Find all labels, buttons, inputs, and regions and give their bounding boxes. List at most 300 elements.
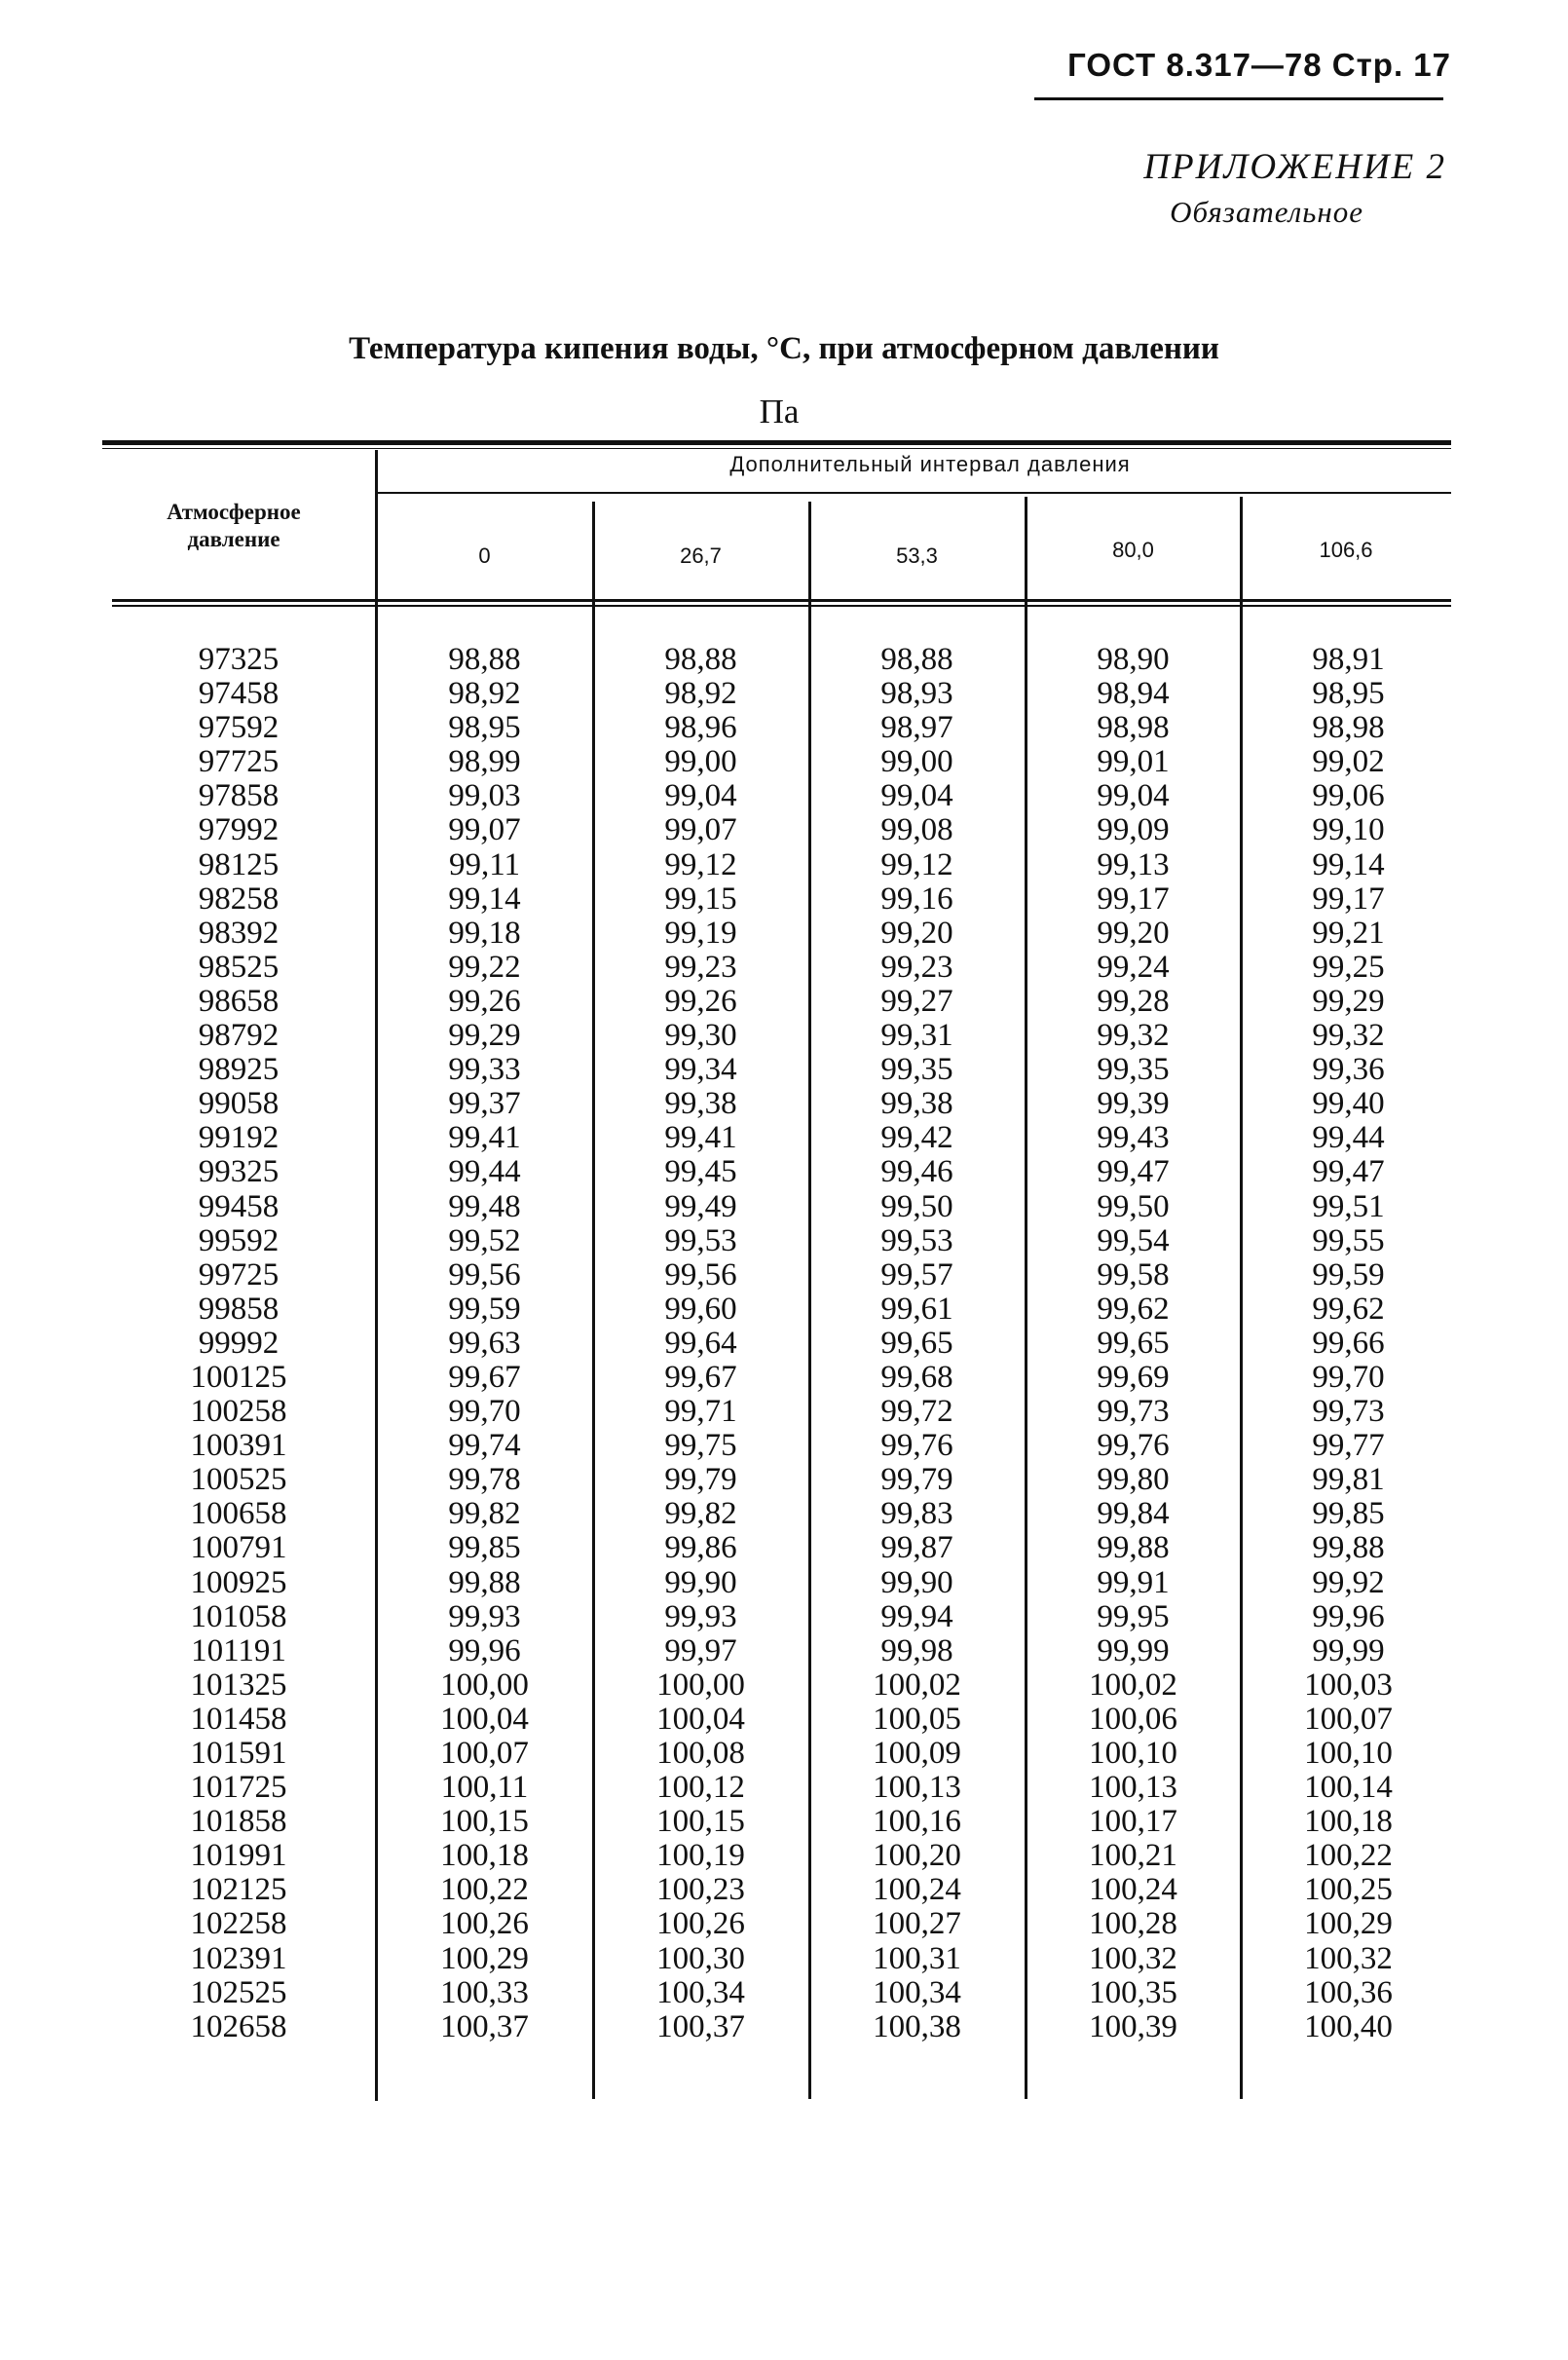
- temperature-cell: 100,22: [440, 1872, 529, 1908]
- temperature-cell: 99,26: [448, 983, 521, 1019]
- pressure-cell: 97992: [198, 812, 280, 848]
- pressure-cell: 101191: [191, 1632, 286, 1668]
- table-row: [0, 1976, 1568, 2010]
- pressure-cell: 102258: [190, 1906, 287, 1942]
- temperature-cell: 98,90: [1097, 642, 1170, 677]
- temperature-cell: 99,51: [1312, 1188, 1385, 1224]
- temperature-cell: 99,12: [664, 846, 737, 882]
- temperature-cell: 99,63: [448, 1325, 521, 1361]
- temperature-cell: 100,21: [1089, 1838, 1177, 1874]
- temperature-cell: 99,57: [880, 1256, 953, 1292]
- temperature-cell: 99,50: [1097, 1188, 1170, 1224]
- pressure-cell: 97858: [198, 778, 280, 814]
- temperature-cell: 99,21: [1312, 915, 1385, 951]
- pressure-cell: 99458: [198, 1188, 280, 1224]
- temperature-cell: 99,41: [664, 1120, 737, 1156]
- temperature-cell: 99,69: [1097, 1359, 1170, 1395]
- pressure-cell: 99592: [198, 1222, 280, 1258]
- table-row: [0, 2010, 1568, 2044]
- temperature-cell: 99,47: [1097, 1154, 1170, 1190]
- temperature-cell: 98,93: [880, 676, 953, 712]
- pressure-cell: 98525: [198, 949, 280, 985]
- temperature-cell: 99,62: [1097, 1291, 1170, 1327]
- temperature-cell: 99,93: [448, 1598, 521, 1634]
- table-row: [0, 1121, 1568, 1155]
- temperature-cell: 99,54: [1097, 1222, 1170, 1258]
- pressure-cell: 101991: [190, 1838, 287, 1874]
- temperature-cell: 99,55: [1312, 1222, 1385, 1258]
- temperature-cell: 99,68: [880, 1359, 953, 1395]
- temperature-cell: 100,24: [1089, 1872, 1177, 1908]
- temperature-cell: 99,90: [664, 1564, 737, 1600]
- temperature-cell: 100,28: [1089, 1906, 1177, 1942]
- temperature-cell: 100,26: [440, 1906, 529, 1942]
- table-row: [0, 711, 1568, 745]
- column-header: 106,6: [1319, 538, 1373, 562]
- temperature-cell: 99,76: [880, 1428, 953, 1464]
- temperature-cell: 100,13: [1089, 1770, 1177, 1806]
- temperature-cell: 100,08: [656, 1736, 745, 1771]
- temperature-cell: 99,08: [880, 812, 953, 848]
- temperature-cell: 99,07: [448, 812, 521, 848]
- temperature-cell: 98,99: [448, 744, 521, 780]
- table-row: [0, 1463, 1568, 1497]
- table-row: [0, 1327, 1568, 1361]
- temperature-cell: 100,29: [1304, 1906, 1393, 1942]
- column-header: 0: [478, 543, 491, 568]
- temperature-cell: 99,71: [664, 1394, 737, 1430]
- temperature-cell: 99,47: [1312, 1154, 1385, 1190]
- temperature-cell: 99,36: [1312, 1052, 1385, 1088]
- temperature-cell: 99,12: [880, 846, 953, 882]
- table-row: [0, 1019, 1568, 1053]
- temperature-cell: 99,09: [1097, 812, 1170, 848]
- table-row: [0, 1737, 1568, 1771]
- pressure-cell: 101325: [190, 1667, 287, 1703]
- table-row: [0, 1566, 1568, 1600]
- pressure-cell: 97592: [198, 710, 280, 746]
- temperature-cell: 100,30: [656, 1940, 745, 1976]
- temperature-cell: 99,67: [664, 1359, 737, 1395]
- temperature-cell: 99,20: [880, 915, 953, 951]
- temperature-cell: 99,02: [1312, 744, 1385, 780]
- temperature-cell: 98,98: [1097, 710, 1170, 746]
- temperature-cell: 100,35: [1089, 1974, 1177, 2010]
- pressure-cell: 97325: [198, 642, 280, 677]
- temperature-cell: 99,58: [1097, 1256, 1170, 1292]
- temperature-cell: 100,39: [1089, 2008, 1177, 2044]
- temperature-cell: 100,36: [1304, 1974, 1393, 2010]
- pressure-cell: 101725: [190, 1770, 287, 1806]
- temperature-cell: 99,45: [664, 1154, 737, 1190]
- temperature-cell: 99,32: [1097, 1018, 1170, 1054]
- temperature-cell: 99,17: [1097, 880, 1170, 917]
- temperature-cell: 99,29: [1312, 983, 1385, 1019]
- temperature-cell: 99,44: [1312, 1120, 1385, 1156]
- temperature-cell: 99,97: [664, 1632, 737, 1668]
- table-row: [0, 1497, 1568, 1531]
- temperature-cell: 99,59: [1312, 1256, 1385, 1292]
- temperature-cell: 99,44: [448, 1154, 521, 1190]
- temperature-cell: 99,53: [880, 1222, 953, 1258]
- spanner-rule: [377, 492, 1451, 494]
- temperature-cell: 99,23: [880, 949, 953, 985]
- temperature-cell: 99,53: [664, 1222, 737, 1258]
- temperature-cell: 98,88: [664, 642, 737, 677]
- appendix-note: Обязательное: [1170, 195, 1363, 229]
- temperature-cell: 99,70: [448, 1394, 521, 1430]
- temperature-cell: 99,17: [1312, 880, 1385, 917]
- column-header: 80,0: [1112, 538, 1154, 562]
- standard-reference: ГОСТ 8.317—78 Стр. 17: [1067, 47, 1451, 83]
- pressure-cell: 99058: [198, 1086, 280, 1122]
- pressure-cell: 98125: [198, 846, 280, 882]
- temperature-cell: 100,15: [656, 1804, 745, 1840]
- temperature-cell: 100,34: [873, 1974, 961, 2010]
- pressure-cell: 100125: [190, 1359, 287, 1395]
- header-bottom-rule-thin: [112, 605, 1451, 607]
- column-header: 53,3: [896, 543, 938, 568]
- temperature-cell: 99,50: [880, 1188, 953, 1224]
- column-header: 26,7: [680, 543, 722, 568]
- table-row: [0, 1429, 1568, 1463]
- temperature-cell: 100,37: [656, 2008, 745, 2044]
- temperature-cell: 100,06: [1089, 1701, 1177, 1737]
- temperature-cell: 99,77: [1312, 1428, 1385, 1464]
- table-row: [0, 1155, 1568, 1189]
- temperature-cell: 99,13: [1097, 846, 1170, 882]
- temperature-cell: 99,66: [1312, 1325, 1385, 1361]
- temperature-cell: 99,16: [880, 880, 953, 917]
- temperature-cell: 99,30: [664, 1018, 737, 1054]
- temperature-cell: 100,00: [656, 1667, 745, 1703]
- temperature-cell: 99,37: [448, 1086, 521, 1122]
- temperature-cell: 100,07: [1304, 1701, 1393, 1737]
- temperature-cell: 98,92: [448, 676, 521, 712]
- table-row: [0, 985, 1568, 1019]
- table-row: [0, 1600, 1568, 1634]
- pressure-cell: 101058: [190, 1598, 287, 1634]
- table-row: [0, 677, 1568, 711]
- temperature-cell: 99,11: [448, 846, 521, 882]
- temperature-cell: 99,64: [664, 1325, 737, 1361]
- temperature-cell: 100,34: [656, 1974, 745, 2010]
- temperature-cell: 99,01: [1097, 744, 1170, 780]
- pressure-cell: 98792: [198, 1018, 280, 1054]
- pressure-cell: 102658: [190, 2008, 287, 2044]
- temperature-cell: 98,96: [664, 710, 737, 746]
- temperature-cell: 100,38: [873, 2008, 961, 2044]
- temperature-cell: 99,31: [880, 1018, 953, 1054]
- temperature-cell: 99,92: [1312, 1564, 1385, 1600]
- temperature-cell: 99,03: [448, 778, 521, 814]
- pressure-cell: 98925: [198, 1052, 280, 1088]
- temperature-cell: 99,52: [448, 1222, 521, 1258]
- pressure-cell: 101591: [190, 1736, 287, 1771]
- pressure-cell: 101858: [190, 1804, 287, 1840]
- temperature-cell: 100,24: [873, 1872, 961, 1908]
- temperature-cell: 99,42: [880, 1120, 953, 1156]
- temperature-cell: 99,85: [1312, 1496, 1385, 1532]
- temperature-cell: 99,99: [1312, 1632, 1385, 1668]
- table-body: [0, 643, 1568, 2044]
- temperature-cell: 100,11: [440, 1770, 529, 1806]
- table-row: [0, 1668, 1568, 1703]
- table-row: [0, 1258, 1568, 1292]
- table-row: [0, 1839, 1568, 1873]
- temperature-cell: 99,32: [1312, 1018, 1385, 1054]
- temperature-cell: 100,18: [440, 1838, 529, 1874]
- temperature-cell: 99,79: [880, 1462, 953, 1498]
- temperature-cell: 100,19: [656, 1838, 745, 1874]
- temperature-cell: 99,27: [880, 983, 953, 1019]
- temperature-cell: 98,98: [1312, 710, 1385, 746]
- temperature-cell: 100,05: [873, 1701, 961, 1737]
- table-row: [0, 951, 1568, 985]
- temperature-cell: 99,79: [664, 1462, 737, 1498]
- temperature-cell: 99,76: [1097, 1428, 1170, 1464]
- temperature-cell: 100,03: [1304, 1667, 1393, 1703]
- temperature-cell: 99,04: [880, 778, 953, 814]
- temperature-cell: 99,43: [1097, 1120, 1170, 1156]
- temperature-cell: 100,26: [656, 1906, 745, 1942]
- spanner-header: Дополнительный интервал давления: [729, 452, 1131, 476]
- temperature-cell: 99,22: [448, 949, 521, 985]
- table-row: [0, 1634, 1568, 1668]
- temperature-cell: 99,86: [664, 1530, 737, 1566]
- temperature-cell: 98,94: [1097, 676, 1170, 712]
- pressure-cell: 102125: [190, 1872, 287, 1908]
- temperature-cell: 99,00: [664, 744, 737, 780]
- temperature-cell: 99,34: [664, 1052, 737, 1088]
- pressure-cell: 101458: [190, 1701, 287, 1737]
- pressure-cell: 99192: [198, 1120, 280, 1156]
- temperature-cell: 99,38: [664, 1086, 737, 1122]
- temperature-cell: 98,88: [880, 642, 953, 677]
- temperature-cell: 99,35: [880, 1052, 953, 1088]
- temperature-cell: 99,41: [448, 1120, 521, 1156]
- temperature-cell: 99,59: [448, 1291, 521, 1327]
- stub-header-line1: Атмосферное: [167, 500, 301, 524]
- temperature-cell: 100,15: [440, 1804, 529, 1840]
- temperature-cell: 100,16: [873, 1804, 961, 1840]
- pressure-cell: 100791: [190, 1530, 287, 1566]
- temperature-cell: 100,17: [1089, 1804, 1177, 1840]
- table-row: [0, 745, 1568, 779]
- temperature-cell: 100,07: [440, 1736, 529, 1771]
- temperature-cell: 99,90: [880, 1564, 953, 1600]
- temperature-cell: 100,40: [1304, 2008, 1393, 2044]
- temperature-cell: 99,75: [664, 1428, 737, 1464]
- pressure-cell: 99858: [198, 1291, 280, 1327]
- pressure-cell: 99325: [198, 1154, 280, 1190]
- temperature-cell: 100,00: [440, 1667, 529, 1703]
- temperature-cell: 99,28: [1097, 983, 1170, 1019]
- table-row: [0, 1703, 1568, 1737]
- temperature-cell: 100,37: [440, 2008, 529, 2044]
- temperature-cell: 98,97: [880, 710, 953, 746]
- temperature-cell: 99,62: [1312, 1291, 1385, 1327]
- temperature-cell: 99,26: [664, 983, 737, 1019]
- temperature-cell: 99,78: [448, 1462, 521, 1498]
- temperature-cell: 100,25: [1304, 1872, 1393, 1908]
- temperature-cell: 98,95: [1312, 676, 1385, 712]
- pressure-cell: 99725: [198, 1256, 280, 1292]
- temperature-cell: 99,85: [448, 1530, 521, 1566]
- temperature-cell: 100,13: [873, 1770, 961, 1806]
- temperature-cell: 99,40: [1312, 1086, 1385, 1122]
- temperature-cell: 99,14: [1312, 846, 1385, 882]
- temperature-cell: 99,25: [1312, 949, 1385, 985]
- temperature-cell: 99,04: [664, 778, 737, 814]
- header-bottom-rule: [112, 599, 1451, 602]
- temperature-cell: 99,70: [1312, 1359, 1385, 1395]
- temperature-cell: 99,00: [880, 744, 953, 780]
- pressure-cell: 100525: [190, 1462, 287, 1498]
- temperature-cell: 99,04: [1097, 778, 1170, 814]
- temperature-cell: 99,82: [448, 1496, 521, 1532]
- temperature-cell: 99,98: [880, 1632, 953, 1668]
- temperature-cell: 100,23: [656, 1872, 745, 1908]
- temperature-cell: 99,10: [1312, 812, 1385, 848]
- temperature-cell: 99,23: [664, 949, 737, 985]
- temperature-cell: 99,48: [448, 1188, 521, 1224]
- table-row: [0, 1361, 1568, 1395]
- table-row: [0, 1873, 1568, 1907]
- pressure-cell: 100658: [190, 1496, 287, 1532]
- table-row: [0, 1053, 1568, 1087]
- temperature-cell: 99,67: [448, 1359, 521, 1395]
- temperature-cell: 100,14: [1304, 1770, 1393, 1806]
- temperature-cell: 99,80: [1097, 1462, 1170, 1498]
- temperature-cell: 100,02: [873, 1667, 961, 1703]
- table-row: [0, 882, 1568, 917]
- temperature-cell: 99,35: [1097, 1052, 1170, 1088]
- table-row: [0, 813, 1568, 847]
- pressure-cell: 99992: [198, 1325, 280, 1361]
- temperature-cell: 99,29: [448, 1018, 521, 1054]
- temperature-cell: 99,19: [664, 915, 737, 951]
- table-title: Температура кипения воды, °С, при атмосферном давлении: [349, 331, 1219, 366]
- temperature-cell: 99,74: [448, 1428, 521, 1464]
- table-row: [0, 1907, 1568, 1941]
- table-row: [0, 1190, 1568, 1224]
- temperature-cell: 99,82: [664, 1496, 737, 1532]
- table-row: [0, 1771, 1568, 1805]
- table-row: [0, 643, 1568, 677]
- table-top-rule: [102, 440, 1451, 445]
- temperature-cell: 100,32: [1089, 1940, 1177, 1976]
- pressure-cell: 97458: [198, 676, 280, 712]
- pressure-cell: 102525: [190, 1974, 287, 2010]
- temperature-cell: 99,87: [880, 1530, 953, 1566]
- pressure-cell: 100925: [190, 1564, 287, 1600]
- temperature-cell: 99,14: [448, 880, 521, 917]
- temperature-cell: 99,06: [1312, 778, 1385, 814]
- temperature-cell: 99,91: [1097, 1564, 1170, 1600]
- temperature-cell: 100,29: [440, 1940, 529, 1976]
- pressure-cell: 102391: [190, 1940, 287, 1976]
- temperature-cell: 98,92: [664, 676, 737, 712]
- header-rule: [1034, 97, 1443, 100]
- appendix-title: ПРИЛОЖЕНИЕ 2: [1143, 147, 1446, 187]
- temperature-cell: 99,38: [880, 1086, 953, 1122]
- pressure-cell: 100258: [190, 1394, 287, 1430]
- table-unit: Па: [759, 393, 800, 431]
- temperature-cell: 99,72: [880, 1394, 953, 1430]
- temperature-cell: 99,81: [1312, 1462, 1385, 1498]
- temperature-cell: 100,22: [1304, 1838, 1393, 1874]
- temperature-cell: 99,15: [664, 880, 737, 917]
- temperature-cell: 99,60: [664, 1291, 737, 1327]
- temperature-cell: 100,04: [440, 1701, 529, 1737]
- temperature-cell: 100,18: [1304, 1804, 1393, 1840]
- table-row: [0, 1224, 1568, 1258]
- temperature-cell: 99,65: [880, 1325, 953, 1361]
- temperature-cell: 100,04: [656, 1701, 745, 1737]
- stub-header: [117, 499, 351, 553]
- temperature-cell: 100,33: [440, 1974, 529, 2010]
- temperature-cell: 99,49: [664, 1188, 737, 1224]
- table-row: [0, 1531, 1568, 1565]
- temperature-cell: 99,46: [880, 1154, 953, 1190]
- temperature-cell: 99,88: [1312, 1530, 1385, 1566]
- table-row: [0, 779, 1568, 813]
- temperature-cell: 99,18: [448, 915, 521, 951]
- temperature-cell: 99,94: [880, 1598, 953, 1634]
- temperature-cell: 98,88: [448, 642, 521, 677]
- pressure-cell: 98658: [198, 983, 280, 1019]
- temperature-cell: 100,09: [873, 1736, 961, 1771]
- temperature-cell: 100,12: [656, 1770, 745, 1806]
- temperature-cell: 100,10: [1304, 1736, 1393, 1771]
- temperature-cell: 99,07: [664, 812, 737, 848]
- table-row: [0, 1087, 1568, 1121]
- temperature-cell: 99,39: [1097, 1086, 1170, 1122]
- temperature-cell: 99,83: [880, 1496, 953, 1532]
- pressure-cell: 97725: [198, 744, 280, 780]
- temperature-cell: 98,91: [1312, 642, 1385, 677]
- pressure-cell: 98392: [198, 915, 280, 951]
- temperature-cell: 99,93: [664, 1598, 737, 1634]
- temperature-cell: 100,02: [1089, 1667, 1177, 1703]
- table-row: [0, 848, 1568, 882]
- temperature-cell: 100,27: [873, 1906, 961, 1942]
- temperature-cell: 99,24: [1097, 949, 1170, 985]
- temperature-cell: 99,56: [664, 1256, 737, 1292]
- temperature-cell: 99,56: [448, 1256, 521, 1292]
- temperature-cell: 99,33: [448, 1052, 521, 1088]
- temperature-cell: 98,95: [448, 710, 521, 746]
- temperature-cell: 99,88: [448, 1564, 521, 1600]
- temperature-cell: 99,65: [1097, 1325, 1170, 1361]
- temperature-cell: 99,99: [1097, 1632, 1170, 1668]
- pressure-cell: 100391: [190, 1428, 287, 1464]
- temperature-cell: 99,73: [1312, 1394, 1385, 1430]
- table-row: [0, 1942, 1568, 1976]
- temperature-cell: 100,20: [873, 1838, 961, 1874]
- table-row: [0, 1395, 1568, 1429]
- temperature-cell: 99,73: [1097, 1394, 1170, 1430]
- stub-header-line2: давление: [187, 527, 280, 551]
- table-row: [0, 1805, 1568, 1839]
- temperature-cell: 99,96: [448, 1632, 521, 1668]
- temperature-cell: 99,20: [1097, 915, 1170, 951]
- pressure-cell: 98258: [198, 880, 280, 917]
- table-row: [0, 1292, 1568, 1327]
- temperature-cell: 99,95: [1097, 1598, 1170, 1634]
- temperature-cell: 100,32: [1304, 1940, 1393, 1976]
